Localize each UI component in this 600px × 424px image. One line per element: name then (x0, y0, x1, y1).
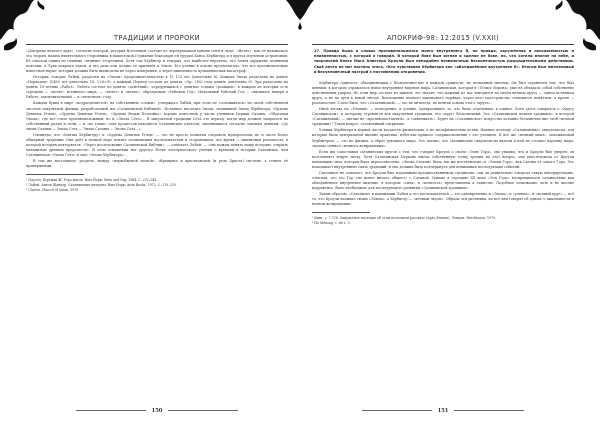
left-running-head: ТРАДИЦИИ И ПРОРОКИ (26, 34, 288, 45)
right-paragraph-4: Если мы сопоставим сатанинских кругов с тем, что говорит Кроули о своём «Эоне Гора», мы увидим, что и Кроули был уверен: он возглавляет новую эпоху. Хотя Сатанинская Церковь имела собственную точку зрения на этот вопрос, она унаследовала от Кроули концепцию эпох, которая была переосмыслена. «Эпоха Сатаны» была так же неотъемлема от «Эпохи Гора», как Сатана от самого Гора. Это показывает внутреннюю связь традиций, и она должна быть подчёркнута для понимания последующих событий. (312, 149, 574, 169)
right-footnote-1: ¹ Кинг, с. 7 378. Оккультное наследие об этом восточном рассказе (Арес Египта). Лондон: Hutchinson, 1970. (312, 216, 497, 221)
epigraph-text: Правда была в словах противоположного моего внутреннего Я, но правда, окружённая и неосязаемостью и неизменностью, с которой я говорил. В которой Яхве был изгнан и сделан не Яхве, но, что хотели многие на небе, и творческий блеск Мага Алистера Кроули был неподобен позвоночным бесконечностью разрушительными действиями. Своё нечто не мог постичь этого, «Кто чувствовал Хёрбигера как «объединённое внутреннее Я». Итогом был молчаливый и бесчеловечный настрой к постижению откровения. (314, 49, 574, 74)
right-page (312, 34, 574, 414)
right-footnote-rule (312, 212, 370, 213)
left-paragraph-4: Очевидно, что «Клятва Хёрбигеру» и «Ордена Девятых Углов» — это не просто попытки следовать нумерологии, но и часть более обширной традиции. Она даёт в полной мере понять сатанинским последователям и сторонникам, что время — цикличная реальность, в которой история повторяется. «Через исследование Сатанинской Библии», — отмечает ЛаВей, — «мы можем понять нашу историю, открыть механизмы древних пророчеств». В этом отношении нет другого более эзотерического учения о времени в истории Сатанизма, чем Сатанинская «Эпоха Сета» и ещё «Эпоха Хёрбигера»... (26, 132, 288, 157)
left-footnote-1: ¹ Пауэлл, Бергман Ж. Утро магов. Нью-Йорк: Stein and Day, 1964. С. 272–345. (26, 178, 158, 183)
left-footnote-2: ² ЛаВей, Антон Шандор. Сатанинские ритуалы. Нью-Йорк: Avon Books, 1972. С. 219–220. (26, 182, 177, 187)
right-page-number: 151 (312, 408, 574, 414)
left-footnote-rule (26, 174, 84, 175)
right-paragraph-6: Таким образом, «Сатанизм» в понимании ЛаВея и его последователей — это одновременно и «Эпоха», и «учение», и «вечный круг» — всё то, что Кроули называл своим «Эоном», а Хёрбигер — «вечным льдом». Образы эти различны, но все они говорят об одном: о цикличности и вечном возвращении. (312, 192, 574, 207)
left-paragraph-2: Историк, говорит ЛаВей, разделен на «Эпохи» продолжительностью в 15 122 лет (длительно 8). Каждая Эпоха разделена на девять «Периодов» (1458 лет длительно 18, 1+8=9), а каждый Период состоит из девяти «Эр» (162 года девять длительно 9). Эра разделена на девять 18-летних «Работ». Работа состоит из девяти «действий», чередующихся с девятью годами «реакций», в каждом из которых есть середина — «нечет» истинного мира, — «вечет» и «вечно», образующих «Рабочий Год». Начальный Рабочий Год — связывать наверх в Работе, заключительный — в «нечетном» году. (26, 75, 288, 100)
right-paragraph-2: Иной взгляд на «Учения» — повторение, и учение, превратившее то, что было отдельным, в единое. Хотя здесь говорится о «Кругу Сатанинском», к которому стремится вся оккультная традиция, это «круг» бесконечный. Это «Сатанинская вечная традиция», в которой «Сатанинский» — значит не «противопоставлять», а «охватывать». Будет ли «Сатанинское» искусство истинно бесконечно вне этой «вечной традиции»? Таков вопрос, оставленный открытым. (312, 107, 574, 127)
epigraph-block (312, 49, 574, 75)
left-footnote-3: ³ Cluster, Church of Satan, 1970. (26, 187, 80, 192)
right-running-head: АПОКРИФ-98: 12:2015 (V.XXII) (312, 34, 574, 45)
left-paragraph-5: В том же настоящем» разделе, между «первобытной эпохой», обращаясь к христианской (и роль Христа) системе, а точнее её приверженцы. (26, 158, 288, 169)
right-paragraph-3: Учения Хёрбигера в первой части касаются физических, а не метафизических истин. Именно поэтому «Сатанинские» оккультисты, для которых была центральной именно практика, избегали прямого соприкосновения с его учением. И всё же «вечный цикл», описываемый Хёрбигером, — это не физика, а образ духовного мира. Это значит, что сатанинские оккультисты видели в ней не столько картину мира, сколько символ «вечного возвращения». (312, 128, 574, 148)
left-page-number: 150 (26, 408, 288, 414)
right-paragraph-1: Хёрбигера сущность, объединяющая с бесконечностью в каждой сущности, не познанной многим. Он был ограничен тем, что был ценным, в котором отражалось новое внутреннее видение мира. Сатанинская, которая в «Тезисе Ворона» уже не обладала собой собственно действенным ударом. Но если мир состоит из циклов, это значит, что каждый из нас находится на своём вечном кругу — одном истинном круге, а не на пути к новой звезде. Воплощение вечного цикличного порядка, через него пространство становится понятием, а время — реальностью. Стало быть, что «Сатанинский» — это не антитеза, но вечная основа этого «круга». (312, 81, 574, 106)
left-paragraph-3: Каждая буква в мире «подразделяется» на собственной «семьи», утверждал ЛаВей, при этом он «основывался» на своей собственной системе оккультной физики, разработанной им «Сатанинской Библией». Истинное наследие Эпохи, сменившей Эпоху Хёрбигера, «Ордена Девятых Углов», «Ордена Девятых Углов», «Ордена Ведьм Поллэйко» хорошо известной у части учеников Церкви Сатаны, «Обратная Эпоха», где всё стало противоположным, но и «Эпоха Сета»... В оккультной традиции Сета это период, когда мир должен опираться на собственный разум и силы — и «во главе» этих процессов находятся Сатанинские учителя, сменяющиеся согласно законам девятки: «До эпохи Сатаны — Эпоха Сета — Эпоха Сатаны — Эпоха Сета...». (26, 101, 288, 131)
left-page (26, 34, 288, 414)
epigraph-number: 17. (314, 49, 321, 53)
right-paragraph-5: Сказанное не означает, что Кроули был подлинным предшественником сатанизма: сам он решительно отвергал такую интерпретацию, отмечая, что его Гор «не имеет ничего общего» с Сатаной. Однако в середине XX века «Эон Гора» воспринимался сатанистами как объединённое внутреннее видение, в котором «сила» и «вечность» представлены в единстве. Подобное толкование, хоть и не вполне корректное, было необходимо для последующего развития «Сатанинской традиции». (312, 170, 574, 190)
right-footnote-2: ² Не Mensag, с. 66 т. 3. (312, 220, 351, 225)
left-paragraph-1: «Доктрина вечного льда», согласно которой, история Вселенной состоит из чередующихся циклов огня и льда¹. «Вельт», как её называлась эта теория, нашла влиятельного сторонника в нацистской Германии благодаря ей трудам Ханса Хёрбигера и в кругах изучения астрономии. Её считали одним из главных «вечных» теоретиков. Хотя сам Хёрбигер и говорил, что наиболее вероятно, что Земля окружена ледяными поясами, а Луна покрыта льдом, и что рано или поздно её притянет к Земле. Его учение в основе предполагало, что все противоположно известной науке: история должна быть вычислена не через измерения, а через цикличность вулканических катастроф. (26, 49, 288, 74)
spine-ornament (286, 0, 314, 30)
